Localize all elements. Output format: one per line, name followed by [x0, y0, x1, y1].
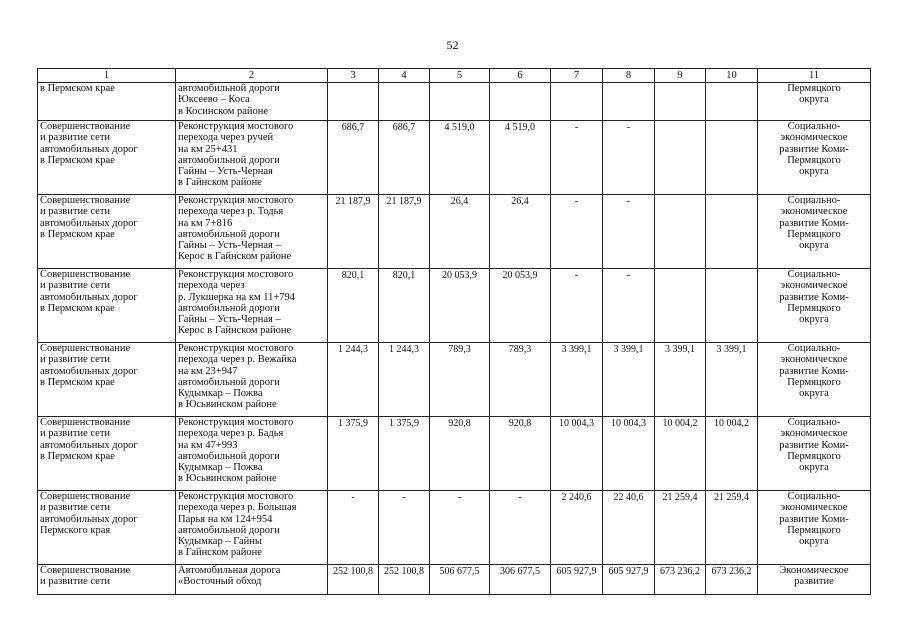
cell-object: Реконструкция мостового перехода через р. Бадья на км 47+993 автомобильной дороги Кудымкар – Пожва в Юсьвинском районе [176, 417, 328, 491]
cell-value: 920,8 [430, 417, 490, 491]
column-header: 5 [430, 69, 490, 83]
cell-value: 1 244,3 [379, 343, 430, 417]
cell-value: 20 053,9 [490, 269, 551, 343]
cell-purpose: Социально- экономическое развитие Коми- Пермяцкого округа [758, 417, 871, 491]
cell-value: - [551, 121, 603, 195]
cell-value: 605 927,9 [603, 565, 655, 595]
cell-value: 820,1 [328, 269, 379, 343]
cell-value: 26,4 [490, 195, 551, 269]
cell-value: 789,3 [430, 343, 490, 417]
cell-value: 22 40,6 [603, 491, 655, 565]
cell-value: 686,7 [328, 121, 379, 195]
cell-value: 506 677,5 [430, 565, 490, 595]
table-row [38, 565, 871, 595]
column-header: 7 [551, 69, 603, 83]
cell-object: Реконструкция мостового перехода через ручей на км 25+431 автомобильной дороги Гайны – Усть-Черная в Гайнском районе [176, 121, 328, 195]
cell-program: Совершенствование и развитие сети автомобильных дорог в Пермском крае [38, 195, 176, 269]
cell-object: Реконструкция мостового перехода через р. Лукшерка на км 11+794 автомобильной дороги Гайны – Усть-Черная – Керос в Гайнском районе [176, 269, 328, 343]
column-header: 9 [655, 69, 706, 83]
cell-value [603, 83, 655, 121]
cell-value: - [551, 195, 603, 269]
cell-value [706, 121, 758, 195]
cell-value: 820,1 [379, 269, 430, 343]
cell-value: - [490, 491, 551, 565]
cell-value: 1 244,3 [328, 343, 379, 417]
cell-value: 252 100,8 [328, 565, 379, 595]
column-header: 1 [38, 69, 176, 83]
header-row [38, 69, 871, 83]
cell-value: 4 519,0 [490, 121, 551, 195]
cell-object: Реконструкция мостового перехода через р. Вежайка на км 23+947 автомобильной дороги Кудымкар – Пожва в Юсьвинском районе [176, 343, 328, 417]
cell-value: 20 053,9 [430, 269, 490, 343]
cell-value: - [328, 491, 379, 565]
cell-value: - [551, 269, 603, 343]
cell-program: Совершенствование и развитие сети автомобильных дорог в Пермском крае [38, 343, 176, 417]
column-header: 10 [706, 69, 758, 83]
cell-value [655, 83, 706, 121]
cell-program: Совершенствование и развитие сети [38, 565, 176, 595]
table-row [38, 195, 871, 269]
cell-value: 306 677,5 [490, 565, 551, 595]
cell-value [655, 195, 706, 269]
cell-purpose: Социально- экономическое развитие Коми- Пермяцкого округа [758, 343, 871, 417]
cell-purpose: Социально- экономическое развитие Коми- Пермяцкого округа [758, 269, 871, 343]
cell-value: 10 004,2 [655, 417, 706, 491]
cell-value: 673 236,2 [655, 565, 706, 595]
cell-value: 3 399,1 [551, 343, 603, 417]
cell-purpose: Социально- экономическое развитие Коми- Пермяцкого округа [758, 121, 871, 195]
cell-object: Реконструкция мостового перехода через р. Большая Парья на км 124+954 автомобильной дороги Кудымкар – Гайны в Гайнском районе [176, 491, 328, 565]
cell-value [706, 269, 758, 343]
cell-value: 3 399,1 [655, 343, 706, 417]
table-row [38, 343, 871, 417]
cell-value: 21 187,9 [379, 195, 430, 269]
cell-value [328, 83, 379, 121]
cell-value: - [430, 491, 490, 565]
cell-value: 1 375,9 [379, 417, 430, 491]
cell-value: 10 004,3 [603, 417, 655, 491]
cell-program: Совершенствование и развитие сети автомобильных дорог в Пермском крае [38, 417, 176, 491]
cell-purpose: Пермяцкого округа [758, 83, 871, 121]
cell-program: Совершенствование и развитие сети автомобильных дорог в Пермском крае [38, 121, 176, 195]
cell-value [430, 83, 490, 121]
cell-value [490, 83, 551, 121]
column-header: 2 [176, 69, 328, 83]
cell-value [379, 83, 430, 121]
cell-value: 10 004,2 [706, 417, 758, 491]
cell-value [655, 121, 706, 195]
table-row [38, 491, 871, 565]
cell-value: 4 519,0 [430, 121, 490, 195]
page-number: 52 [446, 38, 459, 52]
cell-program: Совершенствование и развитие сети автомобильных дорог Пермского края [38, 491, 176, 565]
cell-value: - [379, 491, 430, 565]
data-table [37, 68, 871, 595]
cell-program: в Пермском крае [38, 83, 176, 121]
cell-value: 10 004,3 [551, 417, 603, 491]
table-row [38, 417, 871, 491]
cell-value: 21 259,4 [706, 491, 758, 565]
cell-value [551, 83, 603, 121]
table-row [38, 269, 871, 343]
cell-value: 26,4 [430, 195, 490, 269]
cell-value: 21 187,9 [328, 195, 379, 269]
column-header: 6 [490, 69, 551, 83]
cell-value: 3 399,1 [603, 343, 655, 417]
cell-program: Совершенствование и развитие сети автомобильных дорог в Пермском крае [38, 269, 176, 343]
column-header: 11 [758, 69, 871, 83]
cell-value: - [603, 195, 655, 269]
cell-object: автомобильной дороги Юксеево – Коса в Косинском районе [176, 83, 328, 121]
table-row [38, 83, 871, 121]
cell-value: 789,3 [490, 343, 551, 417]
cell-purpose: Экономическое развитие [758, 565, 871, 595]
cell-value: 21 259,4 [655, 491, 706, 565]
cell-value: 252 100,8 [379, 565, 430, 595]
cell-value: 3 399,1 [706, 343, 758, 417]
cell-value: 920,8 [490, 417, 551, 491]
column-header: 3 [328, 69, 379, 83]
cell-value [655, 269, 706, 343]
cell-value: 673 236,2 [706, 565, 758, 595]
cell-value: 686,7 [379, 121, 430, 195]
cell-value: 605 927,9 [551, 565, 603, 595]
cell-value: - [603, 269, 655, 343]
cell-value: 1 375,9 [328, 417, 379, 491]
cell-purpose: Социально- экономическое развитие Коми- Пермяцкого округа [758, 195, 871, 269]
cell-object: Реконструкция мостового перехода через р. Тодья на км 7+816 автомобильной дороги Гайны – Усть-Черная – Керос в Гайнском районе [176, 195, 328, 269]
cell-object: Автомобильная дорога «Восточный обход [176, 565, 328, 595]
column-header: 8 [603, 69, 655, 83]
column-header: 4 [379, 69, 430, 83]
cell-value [706, 195, 758, 269]
cell-purpose: Социально- экономическое развитие Коми- Пермяцкого округа [758, 491, 871, 565]
cell-value: 2 240,6 [551, 491, 603, 565]
cell-value [706, 83, 758, 121]
cell-value: - [603, 121, 655, 195]
table-row [38, 121, 871, 195]
